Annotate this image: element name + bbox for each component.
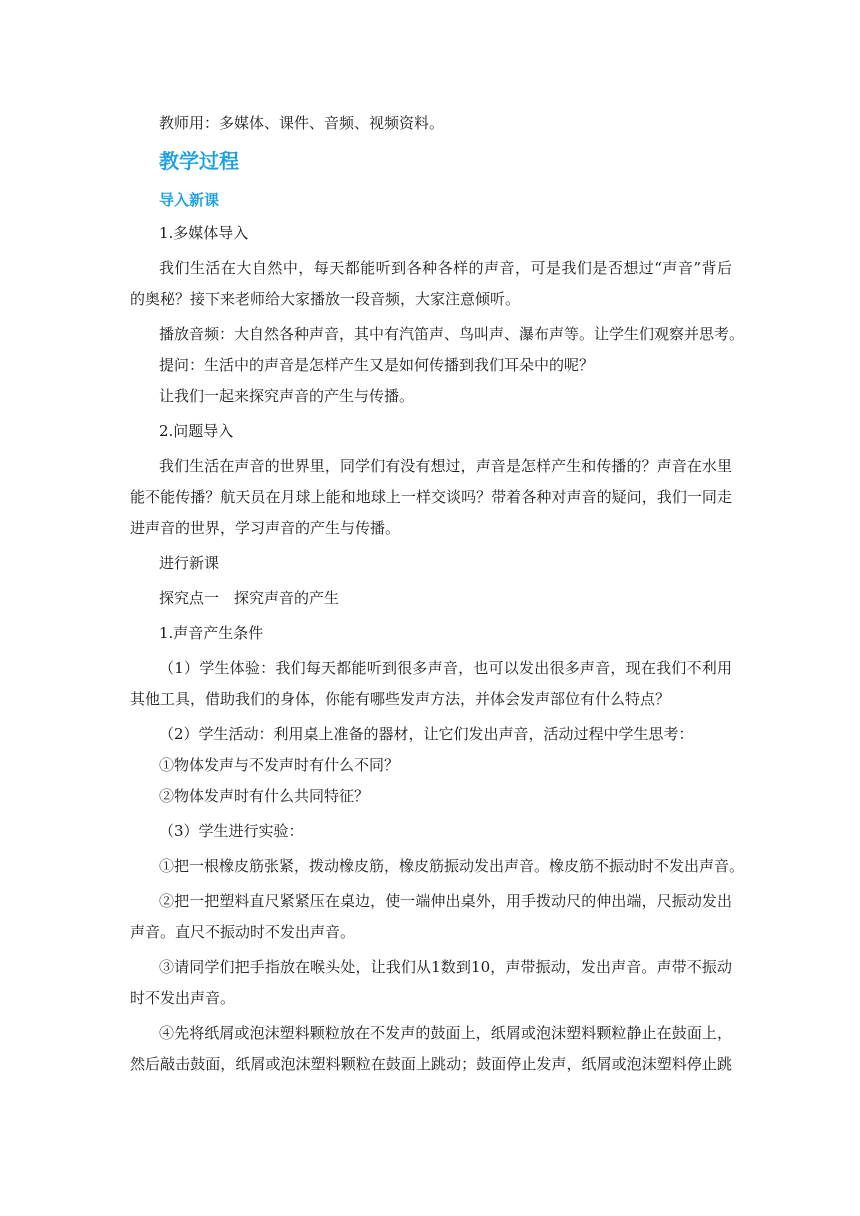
question-1: ①物体发声与不发声时有什么不同？ [159, 756, 400, 774]
question-2: ②物体发声时有什么共同特征？ [159, 787, 370, 805]
subsection-intro-heading: 导入新课 [159, 191, 220, 209]
para-1-line-1: 我们生活在大自然中，每天都能听到各种各样的声音，可是我们是否想过“声音”背后 [159, 259, 732, 277]
step-2-line-1: ②把一把塑料直尺紧紧压在桌边，使一端伸出桌外，用手拨动尺的伸出端，尺振动发出 [159, 892, 732, 910]
step-1: ①把一根橡皮筋张紧，拨动橡皮筋，橡皮筋振动发出声音。橡皮筋不振动时不发出声音。 [159, 857, 745, 875]
exp-3: （3）学生进行实验： [159, 822, 304, 840]
para-5-line-1: 我们生活在声音的世界里，同学们有没有想过，声音是怎样产生和传播的？声音在水里 [159, 457, 732, 475]
para-3: 提问：生活中的声音是怎样产生又是如何传播到我们耳朵中的呢？ [159, 356, 595, 374]
para-1-line-2: 的奥秘？接下来老师给大家播放一段音频，大家注意倾听。 [130, 290, 521, 308]
sound-condition-title: 1.声音产生条件 [159, 624, 264, 642]
section-title: 教学过程 [159, 149, 239, 173]
explore-point-1-heading: 探究点一 探究声音的产生 [159, 589, 340, 607]
item-1-title: 1.多媒体导入 [159, 224, 249, 242]
materials-line: 教师用：多媒体、课件、音频、视频资料。 [159, 114, 445, 132]
exp-2: （2）学生活动：利用桌上准备的器材，让它们发出声音，活动过程中学生思考： [159, 725, 694, 743]
exp-1-line-1: （1）学生体验：我们每天都能听到很多声音，也可以发出很多声音，现在我们不利用 [159, 659, 732, 677]
step-4-line-1: ④先将纸屑或泡沫塑料颗粒放在不发声的鼓面上，纸屑或泡沫塑料颗粒静止在鼓面上， [159, 1024, 732, 1042]
step-4-line-2: 然后敲击鼓面，纸屑或泡沫塑料颗粒在鼓面上跳动；鼓面停止发声，纸屑或泡沫塑料停止跳 [130, 1055, 732, 1073]
para-5-line-3: 进声音的世界，学习声音的产生与传播。 [130, 519, 401, 537]
para-4: 让我们一起来探究声音的产生与传播。 [159, 387, 415, 405]
para-5-line-2: 能不能传播？航天员在月球上能和地球上一样交谈吗？带着各种对声音的疑问，我们一同走 [130, 488, 732, 506]
step-3-line-2: 时不发出声音。 [130, 989, 236, 1007]
document-body [130, 108, 745, 1080]
item-2-title: 2.问题导入 [159, 422, 234, 440]
step-3-line-1: ③请同学们把手指放在喉头处，让我们从1数到10，声带振动，发出声音。声带不振动 [159, 958, 732, 976]
new-lesson-heading: 进行新课 [159, 554, 220, 572]
exp-1-line-2: 其他工具，借助我们的身体，你能有哪些发声方法，并体会发声部位有什么特点？ [130, 690, 671, 708]
step-2-line-2: 声音。直尺不振动时不发出声音。 [130, 923, 356, 941]
para-2: 播放音频：大自然各种声音，其中有汽笛声、鸟叫声、瀑布声等。让学生们观察并思考。 [159, 325, 745, 343]
